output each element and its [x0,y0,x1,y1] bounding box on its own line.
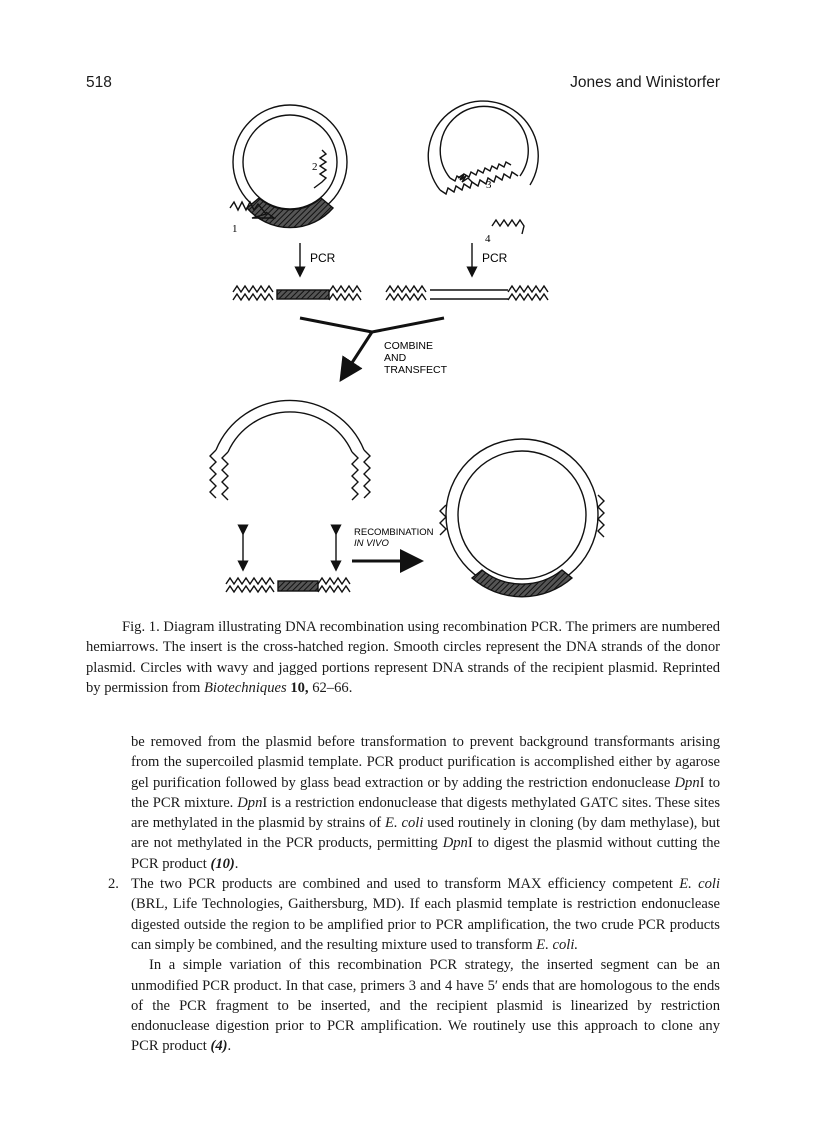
text-run: The two PCR products are combined and used to transform MAX efficiency competent [131,876,680,893]
text-italic: E. coli [679,876,720,893]
primer-4-label: 4 [485,233,491,245]
text-run: I to digest the plasmid without cutting the PCR product [131,835,720,872]
citation-ref: (4) [210,1038,228,1055]
pcr-product-bottom [226,578,350,592]
text-italic: Dpn [442,835,468,852]
page-number: 518 [86,74,112,91]
text-italic: E. coli. [536,936,579,953]
recombination-label-1: RECOMBINATION [354,527,434,538]
pcr-label-right: PCR [482,251,508,265]
combine-label-3: TRANSFECT [384,364,447,376]
text-run: . [234,855,239,872]
text-run: . [227,1038,232,1055]
paragraph-continuation [86,732,720,874]
caption-text: Fig. 1. Diagram illustrating DNA recombination using recombination PCR. The primers are numbered hemiarrows. The insert is the cross-hatched region. Smooth circles represent the DNA strands of the donor plasmid. Circles with wavy and jagged portions represent DNA strands of the recipient plasmid. Reprinted by permission from [86,619,720,696]
combine-label-1: COMBINE [384,340,434,352]
primer-4-hemiarrow [492,220,524,234]
alignment-arrows [243,530,336,566]
list-number: 2. [108,876,119,893]
text-italic: Dpn [237,794,263,811]
text-run: In a simple variation of this recombination PCR strategy, the inserted segment can be an unmodified PCR product. In that case, primers 3 and 4 have 5′ ends that are homologous to the ends of the PCR fragment to be inserted, and the recipient plasmid is linearized by restriction endonuclease digestion prior to PCR amplification. We routinely use this approach to clone any PCR product [131,957,720,1055]
text-run: be removed from the plasmid before transformation to prevent background transformants arising from the supercoiled plasmid template. PCR product purification is accomplished either by agarose gel purification followed by glass bead extraction or by adding the restriction endonuclease [131,734,720,791]
text-run: I to the PCR mixture. [131,774,720,811]
donor-plasmid [233,105,347,228]
text-run: used routinely in cloning (by dam methylase), but are not methylated in the PCR products, permitting [131,815,720,852]
primer-1-label: 1 [232,223,238,235]
text-run: (BRL, Life Technologies, Gaithersburg, MD). If each plasmid template is restriction endonuclease digested outside the region to be amplified prior to PCR amplification, the two crude PCR products can simply be combined, and the resulting mixture used to transform [131,896,720,953]
primer-3-label: 3 [486,179,492,191]
recombinant-plasmid [440,439,604,597]
recombination-label-2: IN VIVO [354,538,389,549]
citation-ref: (10) [210,855,235,872]
pcr-product-right [386,286,548,300]
combine-label-2: AND [384,352,407,364]
text-italic: Dpn [674,774,700,791]
figure-caption [86,617,720,698]
caption-volume: 10, [290,679,309,696]
paragraph-variation [86,955,720,1056]
body-text [86,732,720,1057]
running-head: Jones and Winistorfer [570,74,720,91]
caption-journal: Biotechniques [203,679,287,696]
primer-2-label: 2 [312,161,318,173]
pcr-product-left [233,286,361,300]
caption-pages: 62–66. [308,679,353,696]
text-italic: E. coli [385,815,424,832]
recipient-plasmid [428,101,538,194]
list-item-2 [86,874,720,955]
text-run: I is a restriction endonuclease that digests methylated GATC sites. These sites are methylated in the plasmid by strains of [131,794,721,832]
linear-recipient-plasmid [210,400,370,500]
pcr-label-left: PCR [310,251,336,265]
